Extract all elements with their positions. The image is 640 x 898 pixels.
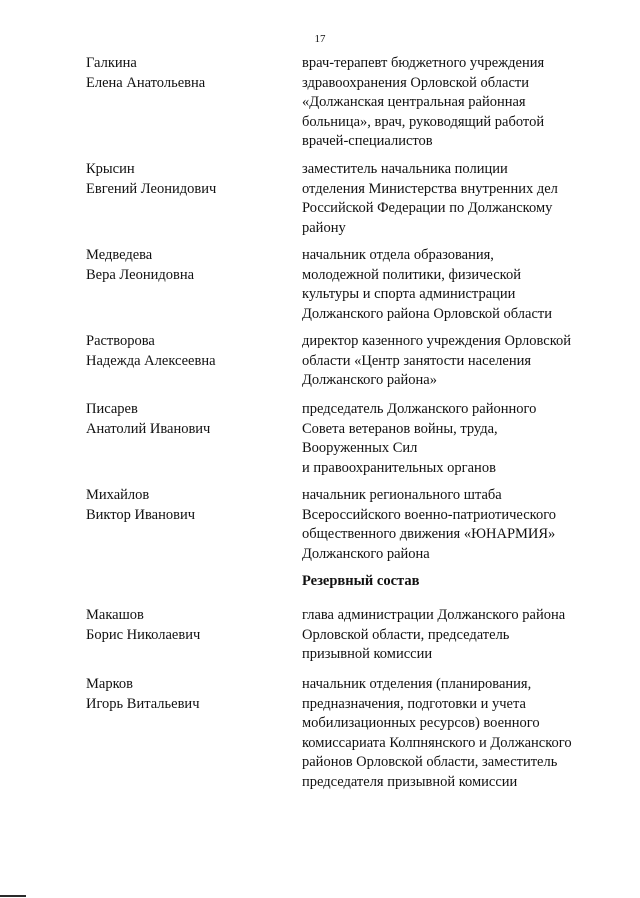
member-name <box>86 332 286 371</box>
member-given-names: Виктор Иванович <box>86 506 196 523</box>
member-name <box>86 606 286 645</box>
member-position <box>302 54 602 152</box>
position-line: здравоохранения Орловской области <box>302 74 529 91</box>
position-line: Орловской области, председатель <box>302 626 510 643</box>
member-name <box>86 54 286 93</box>
member-surname: Растворова <box>86 333 155 349</box>
member-name <box>86 486 286 525</box>
position-line: Совета ветеранов войны, труда, <box>302 420 498 437</box>
position-line: заместитель начальника полиции <box>302 161 508 177</box>
member-surname: Медведева <box>86 247 153 263</box>
member-given-names: Анатолий Иванович <box>86 420 211 437</box>
position-line: отделения Министерства внутренних дел <box>302 180 558 197</box>
member-name <box>86 160 286 199</box>
position-line: культуры и спорта администрации <box>302 286 516 302</box>
member-given-names: Борис Николаевич <box>86 626 201 643</box>
position-line: директор казенного учреждения Орловской <box>302 333 572 349</box>
reserve-section-heading: Резервный состав <box>302 573 420 589</box>
position-line: Всероссийского военно-патриотического <box>302 506 557 523</box>
position-line: начальник отделения (планирования, <box>302 676 532 692</box>
position-line: Должанского района <box>302 545 430 562</box>
position-line: призывной комиссии <box>302 646 433 662</box>
position-line: району <box>302 219 346 236</box>
position-line: общественного движения «ЮНАРМИЯ» <box>302 526 556 542</box>
position-line: начальник регионального штаба <box>302 487 502 503</box>
position-line: Должанского района Орловской области <box>302 305 552 322</box>
member-position <box>302 606 602 665</box>
member-surname: Марков <box>86 676 133 692</box>
position-line: Российской Федерации по Должанскому <box>302 200 553 216</box>
position-line: мобилизационных ресурсов) военного <box>302 715 540 731</box>
member-position <box>302 332 602 391</box>
position-line: председателя призывной комиссии <box>302 773 518 790</box>
position-line: председатель Должанского районного <box>302 401 537 417</box>
position-line: области «Центр занятости населения <box>302 352 532 369</box>
member-position <box>302 486 602 564</box>
position-line: начальник отдела образования, <box>302 247 494 263</box>
member-name <box>86 675 286 714</box>
member-position <box>302 160 602 238</box>
position-line: «Должанская центральная районная <box>302 94 526 110</box>
member-surname: Галкина <box>86 55 137 71</box>
position-line: предназначения, подготовки и учета <box>302 695 526 712</box>
position-line: районов Орловской области, заместитель <box>302 754 558 770</box>
member-surname: Михайлов <box>86 487 150 503</box>
member-position <box>302 400 602 478</box>
member-name <box>86 246 286 285</box>
member-given-names: Вера Леонидовна <box>86 266 195 283</box>
member-position <box>302 675 602 792</box>
position-line: Должанского района» <box>302 372 437 388</box>
position-line: врачей-специалистов <box>302 133 433 149</box>
member-position <box>302 246 602 324</box>
member-given-names: Надежда Алексеевна <box>86 352 216 369</box>
page-number: 17 <box>314 33 326 45</box>
member-given-names: Евгений Леонидович <box>86 180 217 197</box>
scan-edge-mark <box>0 895 26 897</box>
member-surname: Писарев <box>86 401 138 417</box>
position-line: глава администрации Должанского района <box>302 607 566 623</box>
member-given-names: Игорь Витальевич <box>86 695 200 712</box>
member-surname: Макашов <box>86 607 144 623</box>
position-line: Вооруженных Сил <box>302 440 418 456</box>
position-line: молодежной политики, физической <box>302 266 521 283</box>
position-line: и правоохранительных органов <box>302 459 496 476</box>
member-name <box>86 400 286 439</box>
position-line: комиссариата Колпнянского и Должанского <box>302 734 572 751</box>
position-line: больница», врач, руководящий работой <box>302 113 545 130</box>
member-surname: Крысин <box>86 161 135 177</box>
member-given-names: Елена Анатольевна <box>86 74 206 91</box>
position-line: врач-терапевт бюджетного учреждения <box>302 55 545 71</box>
